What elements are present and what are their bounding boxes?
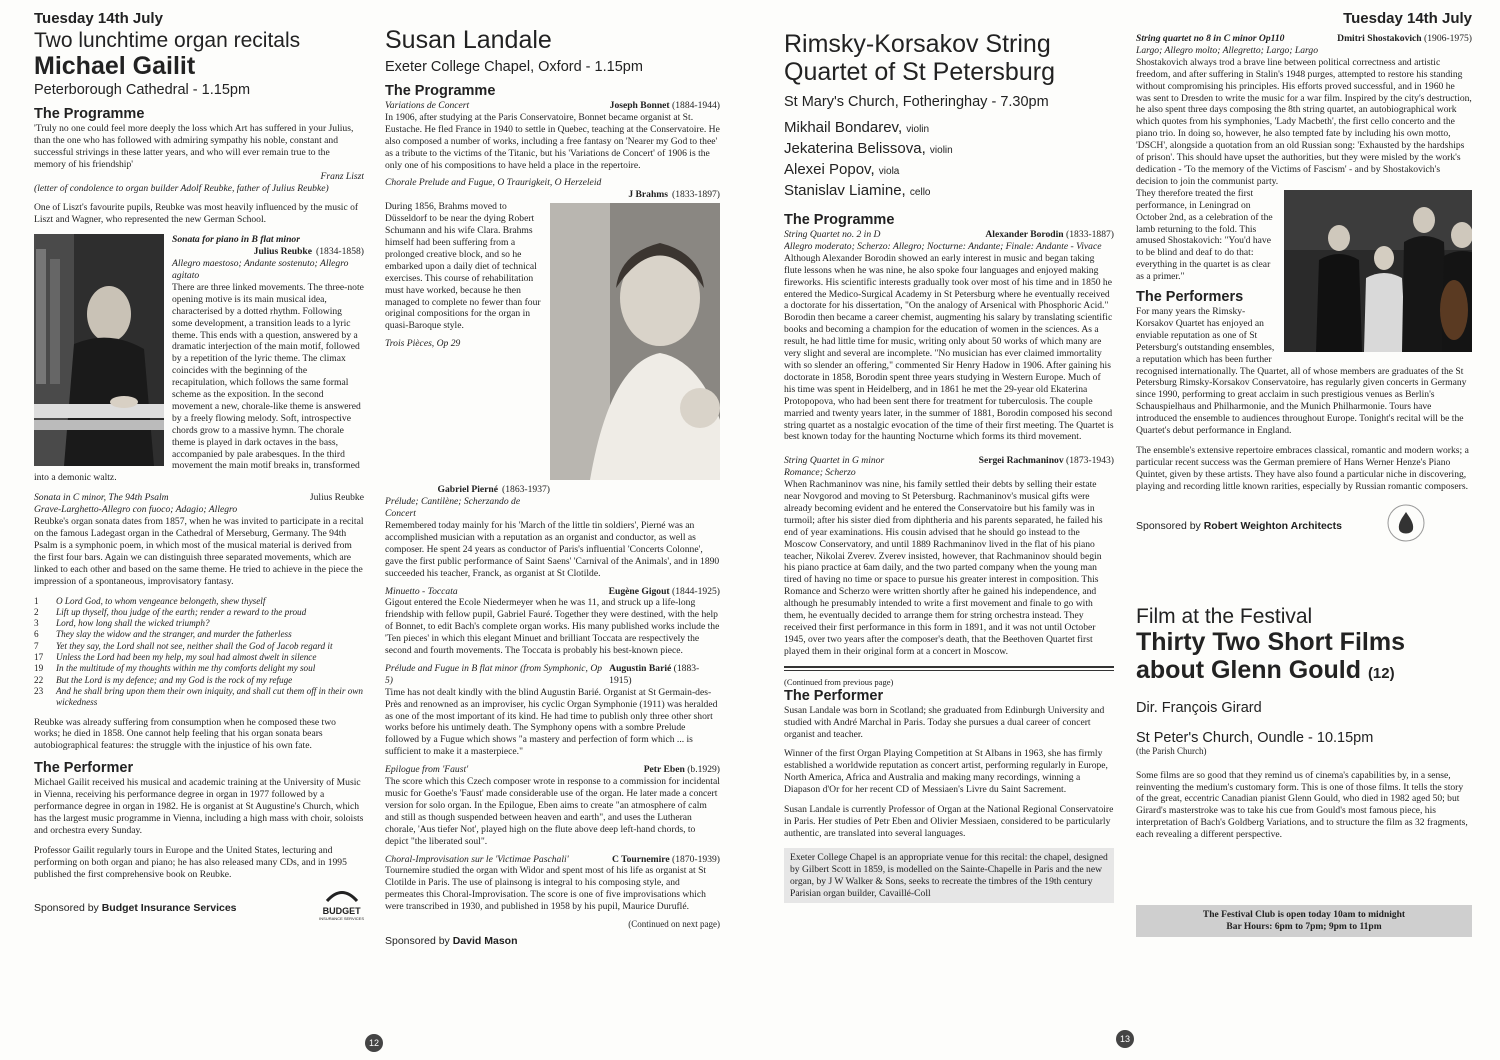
- chapel-note: Exeter College Chapel is an appropriate venue for this recital: the chapel, designed by Gilbert Scott in 1859, is modelled on the Sainte-Chapelle in Paris and the new organ, by J W Walker & Sons, seeks to recreate the timbres of the 19th century Parisian organ builder, Cavaillé-Coll: [784, 848, 1114, 904]
- item-text: Remembered today mainly for his 'March of the little tin soldiers', Pierné was an accomplished musician with a reputation as an organist and conductor, as well as composer. He spent 24 years as conductor of Paris's influential 'Concerts Colonne', gave the first public performance of Saint Saens' 'Carnival of the Animals', and in 1890 succeeded his teacher, Franck, as organist at St Clotilde.: [385, 519, 720, 579]
- shostakovich-title: String quartet no 8 in C minor Op110: [1136, 33, 1285, 44]
- performers-heading: The Performers: [1136, 289, 1244, 306]
- quartet-image: [1284, 190, 1472, 352]
- film-director: Dir. François Girard: [1136, 699, 1262, 716]
- programme-item: [385, 586, 720, 657]
- performers-bio-2: The ensemble's extensive repertoire embraces classical, romantic and modern works; a particular recent success was the German premiere of Hans Werner Henze's Piano Quintet, given by these artists. They have also found a particular niche in discovering, playing and recording little known rarities, especially by Russian romantic composers.: [1136, 445, 1469, 492]
- rach-heading: [784, 455, 1114, 467]
- landale-programme-heading: The Programme: [385, 83, 496, 99]
- programme-item: [385, 854, 720, 914]
- landale-bio-1: Susan Landale was born in Scotland; she graduated from Edinburgh University and studied with André Marchal in Paris. Today she pursues a dual career of concert organist and teacher.: [784, 704, 1105, 740]
- budget-logo-icon: [325, 888, 359, 902]
- quartet-member: [784, 181, 1114, 202]
- item-dates: (1844-1925): [672, 585, 720, 597]
- item-composer-line: [385, 484, 550, 496]
- landale-sponsor-prefix: Sponsored by: [385, 935, 450, 948]
- weighton-sponsor-prefix: Sponsored by: [1136, 519, 1201, 532]
- verse-number: 17: [34, 652, 44, 663]
- performer-bio-2: Professor Gailit regularly tours in Europe and the United States, lecturing and performing on both organ and piano; he has also released many CDs, and in 1995 published the first comprehensive book on Reubke.: [34, 844, 347, 880]
- performer-name: Michael Gailit: [34, 52, 196, 80]
- item-composer-line: [609, 586, 720, 598]
- shostakovich-composer-line: [1337, 33, 1472, 45]
- item-dates: (1833-1897): [672, 189, 720, 201]
- landale-column: [385, 8, 720, 1052]
- verse-number: 3: [34, 618, 39, 629]
- sonata-composer-line: [172, 246, 364, 258]
- budget-logo-text: BUDGET: [322, 906, 361, 917]
- sponsor-text: [34, 902, 237, 914]
- item-title-line: [385, 586, 720, 598]
- venue: Peterborough Cathedral - 1.15pm: [34, 82, 251, 98]
- date-heading-right: Tuesday 14th July: [1343, 10, 1472, 27]
- sonata-composer: Julius Reubke: [253, 246, 313, 258]
- member-instrument: viola: [878, 166, 900, 177]
- item-title-line: [385, 338, 544, 350]
- quartet-venue: St Mary's Church, Fotheringhay - 7.30pm: [784, 94, 1049, 110]
- item-composer: C Tournemire: [611, 853, 670, 865]
- landale-programme-list: [385, 100, 720, 913]
- item-text: During 1856, Brahms moved to Düsseldorf to be near the dying Robert Schumann and his wife Clara. Brahms himself had been suffering from a prolonged creative block, and so he embarked upon a daily diet of technical exercises. This course of rehabilitation must have worked, because he then managed to complete no fewer than four original compositions for the organ in quasi-Baroque style.: [385, 201, 541, 332]
- gailit-column: [34, 8, 364, 1052]
- bar-hours: Bar Hours: 6pm to 7pm; 9pm to 11pm: [1226, 922, 1382, 933]
- shostakovich-tempi: Largo; Allegro molto; Allegretto; Largo; Largo: [1136, 44, 1319, 56]
- landale-portrait: [550, 203, 720, 480]
- member-name: Stanislav Liamine,: [784, 182, 906, 199]
- performers-bio-1: For many years the Rimsky-Korsakov Quartet has enjoyed an enviable reputation as one of St Petersburg's outstanding ensembles, a reputation which has been further recognised internationally. The Quartet, all of whose members are graduates of the St Petersburg Rimsky-Korsakov Conservatoire, has regularly given concerts in Germany since 1990, performing to great acclaim in such prestigious venues as Berlin's Schauspielhaus and Philharmonie, and the Munich Philharmonie. Tours have introduced the ensemble to audiences throughout Europe. Tonight's recital will be the Quartet's debut performance in England.: [1136, 306, 1467, 437]
- item-composer: J Brahms: [628, 189, 669, 201]
- film-venue: St Peter's Church, Oundle - 10.15pm: [1136, 729, 1374, 746]
- rach-title: String Quartet in G minor: [784, 455, 885, 467]
- weighton-sponsor: [1136, 520, 1342, 532]
- reubke-end: Reubke was already suffering from consumption when he composed these two works; he died in 1858. One cannot help feeling that his organ sonata bears autobiographical features: the struggle with the injustice of his own fate.: [34, 716, 336, 752]
- rimsky-column: [784, 8, 1114, 1052]
- sponsor-line: [34, 888, 364, 921]
- performer-heading: The Performer: [34, 760, 134, 777]
- item-title: Epilogue from 'Faust': [385, 764, 469, 776]
- shostakovich-heading: [1136, 33, 1472, 45]
- item-composer-line: [612, 854, 720, 866]
- item-text: Tournemire studied the organ with Widor and spent most of his life as organist at St Clotilde in Paris. The use of plainsong is integral to his composing style, and permeates this Choral-Improvisation. The score is one of five improvisations which were transcribed in 1930, and published in 1958 by his pupil, Maurice Duruflé.: [385, 865, 707, 913]
- quartet-photo: [1284, 190, 1472, 352]
- verse-number: 1: [34, 595, 39, 606]
- landale-bio-2: Winner of the first Organ Playing Competition at St Albans in 1963, she has firmly established a worldwide reputation as concert artist, performing regularly in Europe, North America, Africa and Australia and making many recordings, winning a Diapason d'Or for her recent CD of Messiaen's Livre du Saint Sacrement.: [784, 748, 1108, 796]
- pear-logo-icon: [1386, 503, 1426, 543]
- psalm-verse: [34, 629, 364, 640]
- verse-text: Lift up thyself, thou judge of the earth; render a reward to the proud: [56, 606, 307, 617]
- rimsky-programme-heading: The Programme: [784, 212, 895, 228]
- member-instrument: violin: [906, 124, 930, 135]
- page-13: [750, 0, 1500, 1060]
- rach-text: When Rachmaninov was nine, his family settled their debts by selling their estate near Novgorod and moving to St Petersburg. Rachmaninov's musical gifts were already becoming evident and he entered the Conservatoire but his family was in turmoil; after his sister died from diphtheria and his parents separated, he failed his end of year examinations. His cousin advised that he should go instead to the Moscow Conservatory, and until 1889 Rachmaninov lived in the flat of his piano teacher, Nikolai Zverev. Zverev insisted, however, that Rachmaninov should begin his piano practice at 6am daily, and the two parted company when the young man tired of having no time or space to pursue his greater interest in composition. This Romance and Scherzo were written shortly after he gained his independence, and although he presumably intended to write a first movement and finale to go with them, he eventually decided to arrange them for string orchestra instead. They received their first performance in this form in 1891, and it was not until October 1945, over two years after the composer's death, that the Beethoven Quartet first played them in their original form at a concert in Moscow.: [784, 479, 1103, 657]
- item-title-line: [385, 854, 720, 866]
- borodin-tempi: Allegro moderato; Scherzo: Allegro; Nocturne: Andante; Finale: Andante - Vivace: [784, 240, 1102, 252]
- sonata-block: [34, 234, 364, 484]
- event-title: Two lunchtime organ recitals: [34, 29, 301, 52]
- rach-composer: Sergei Rachmaninov: [978, 455, 1064, 467]
- film-venue-note: (the Parish Church): [1136, 745, 1207, 756]
- verse-text: In the multitude of my thoughts within me thy comforts delight my soul: [56, 663, 316, 674]
- organist-photo: [34, 234, 164, 466]
- liszt-quote: 'Truly no one could feel more deeply the loss which Art has suffered in your Julius, than the one who has followed with admiring sympathy his noble, constant and successful strivings in these latter years, and who will ever remain true to the memory of his friendship': [34, 123, 354, 170]
- page-number: 12: [365, 1034, 383, 1052]
- quartet-member: [784, 160, 1114, 181]
- verse-number: 2: [34, 606, 39, 617]
- programme-item: [385, 100, 720, 171]
- borodin-text: Although Alexander Borodin showed an early interest in music and began taking flute lessons when he was nine, he also spoke four languages and enjoyed making fireworks. His scientific interests gradually took over most of his time and in 1850 he entered the Medico-Surgical Academy in St Petersburg where he eventually received a doctorate for his dissertation, "On the analogy of Arsenical with Phosphoric Acid." Borodin then became a career chemist, augmenting his salary by translating scientific books and becoming a champion for the education of women in the sciences. As a result, he had little time for music, writing only about 50 works of which many are very slight and several are incomplete. "No musician has ever claimed immortality with so slender an offering," commented Sir Henry Hadow in 1906. After gaining his doctorate in 1858, Borodin spent three years studying in Western Europe. Much of his time was spent in Heidelberg, and in 1861 he met the 29-year old Ekaterina Protopopova, who had been sent there for treatment for tuberculosis. The couple married and twenty years later, in the summer of 1881, Borodin composed his second string quartet as a nostalgic evocation of the time of their first meeting. The Quartet is best known today for the haunting Nocturne which forms its third movement.: [784, 252, 1114, 443]
- item-composer-line: [610, 100, 720, 112]
- verse-text: O Lord God, to whom vengeance belongeth, shew thyself: [56, 595, 266, 606]
- quartet-member: [784, 118, 1114, 139]
- psalm-verse: [34, 663, 364, 674]
- quote-author: Franz Liszt: [320, 170, 364, 182]
- verse-number: 19: [34, 663, 44, 674]
- member-instrument: violin: [929, 145, 953, 156]
- budget-logo: [319, 888, 364, 921]
- section-divider: [784, 666, 1114, 671]
- item-title: Variations de Concert: [385, 100, 470, 111]
- programme-item: [385, 177, 720, 332]
- item-title-line: [385, 663, 720, 687]
- shostakovich-composer: Dmitri Shostakovich: [1337, 33, 1422, 44]
- verse-text: Yet they say, the Lord shall not see, neither shall the God of Jacob regard it: [56, 640, 333, 651]
- psalm-verse: [34, 596, 364, 607]
- shostakovich-dates: (1906-1975): [1424, 33, 1472, 44]
- psalm-verse: [34, 652, 364, 663]
- sonata-dates: (1834-1858): [316, 246, 364, 258]
- sonata-title: Sonata for piano in B flat minor: [172, 234, 300, 246]
- film-text: Some films are so good that they remind us of cinema's capabilities by, in a sense, reinventing the medium's customary form. This is one of those films. It tells the story of the great, eccentric Canadian pianist Glenn Gould, who died in 1982 aged 50; but Girard's masterstroke was to take his cue from Gould's most famous piece, his interpretation of Bach's Goldberg Variations, and to structure the film as 32 fragments, each revealing a different perspective.: [1136, 769, 1468, 841]
- weighton-sponsor-line: [1136, 503, 1472, 543]
- item-composer: Joseph Bonnet: [609, 100, 670, 111]
- programme-heading: The Programme: [34, 106, 145, 122]
- verse-number: 7: [34, 640, 39, 651]
- item-text: In 1906, after studying at the Paris Conservatoire, Bonnet became organist at St. Eustache. He fled France in 1940 to settle in Quebec, teaching at the Conservatoire. He also composed a number of works, including a free fantasy on 'Nearer my God to thee' as a tribute to the victims of the Titanic, but his 'Variations de Concert' of 1906 is the only one of his compositions to have held a place in the repertoire.: [385, 111, 720, 171]
- verse-text: They slay the widow and the stranger, and murder the fatherless: [56, 629, 292, 640]
- landale-performer-heading: The Performer: [784, 687, 884, 704]
- item-composer-line: [609, 663, 720, 687]
- borodin-heading: [784, 229, 1114, 241]
- continued-from: (Continued from previous page): [784, 676, 894, 687]
- programme-item: [385, 663, 720, 758]
- borodin-dates: (1833-1887): [1066, 229, 1114, 240]
- member-name: Jekaterina Belissova,: [784, 140, 926, 157]
- quartet-title: Rimsky-Korsakov String Quartet of St Petersburg: [784, 30, 1055, 86]
- item-title-line: [385, 100, 720, 112]
- member-name: Alexei Popov,: [784, 161, 875, 178]
- psalm-verse: [34, 675, 364, 686]
- reubke-intro: One of Liszt's favourite pupils, Reubke was most heavily influenced by the music of Liszt and Wagner, who represented the new German School.: [34, 202, 359, 226]
- club-hours: The Festival Club is open today 10am to midnight: [1202, 910, 1406, 921]
- verse-number: 23: [34, 685, 44, 696]
- verse-text: And he shall bring upon them their own iniquity, and shall cut them off in their own wickedness: [56, 685, 364, 708]
- item-composer: Gabriel Pierné: [437, 484, 499, 496]
- item-text: Gigout entered the Ecole Niedermeyer when he was 11, and struck up a life-long friendship with fellow pupil, Gabriel Fauré. Together they were destined, with the help of Bonnet, to edit Bach's complete organ works. His many published works include the 'Ten pieces' in which this elegant Minuet and brilliant Toccata are respectively the second and fourth movements. The Toccata is probably his best-known piece.: [385, 597, 720, 657]
- budget-logo-sub: INSURANCE SERVICES: [319, 916, 364, 922]
- film-title: Thirty Two Short Films about Glenn Gould: [1136, 627, 1405, 684]
- item-text: Time has not dealt kindly with the blind Augustin Barié. Organist at St Germain-des-Près and renowned as an improviser, his cyclic Organ Symphonie (1911) was heralded as one of the most important of its kind. He had time to publish only three other short works before his untimely death. The Symphony opens with a sombre Prelude followed by a Fugue which shows "a mastery and perfection of form which ... is sufficient to make it a masterpiece.": [385, 686, 718, 758]
- item-composer-line: [385, 189, 720, 201]
- psalm-verse: [34, 686, 364, 709]
- item-title: Chorale Prelude and Fugue, O Traurigkeit, O Herzeleid: [385, 177, 602, 189]
- psalm-heading: [34, 492, 364, 504]
- film-cert: (12): [1367, 664, 1395, 682]
- verse-number: 6: [34, 629, 39, 640]
- sonata-text: There are three linked movements. The three-note opening motive is its main musical idea, characterised by a dotted rhythm. Following some development, a transition leads to a lyric theme. This ends with a question, answered by a dramatic interjection of the main motif, followed by a repetition of the lyric theme. The climax coincides with the beginning of the recapitulation, which follows the same formal scheme as the exposition. In the second movement a new, chorale-like theme is answered by a freely flowing melody. Soft, introspective chords grow to a massive hymn. The chorale theme is played in dark octaves in the bass, accompanied by pale arabesques. In the third movement the main motif breaks in, transformed into a demonic waltz.: [34, 281, 364, 484]
- quartet-members: [784, 118, 1114, 202]
- rach-tempi: Romance; Scherzo: [784, 467, 856, 479]
- member-name: Mikhail Bondarev,: [784, 119, 903, 136]
- organist-image: [34, 234, 164, 466]
- item-dates: (1883-1915): [609, 662, 700, 686]
- quote-note: (letter of condolence to organ builder Adolf Reubke, father of Julius Reubke): [34, 182, 329, 194]
- psalm-verse: [34, 641, 364, 652]
- item-movements: Prélude; Cantilène; Scherzando de Concert: [385, 496, 521, 520]
- film-title-block: [1136, 628, 1436, 688]
- page-number-right: 13: [1116, 1030, 1134, 1048]
- item-title: Trois Pièces, Op 29: [385, 338, 461, 350]
- psalm-tempi: Grave-Larghetto-Allegro con fuoco; Adagio; Allegro: [34, 504, 238, 516]
- psalm-verse-list: [34, 596, 364, 709]
- item-composer-line: [644, 764, 720, 776]
- programme-item: [385, 764, 720, 847]
- landale-venue: Exeter College Chapel, Oxford - 1.15pm: [385, 59, 643, 75]
- date-heading: Tuesday 14th July: [34, 10, 163, 27]
- item-dates: (1863-1937): [502, 484, 550, 496]
- psalm-composer: Julius Reubke: [309, 492, 364, 504]
- verse-text: But the Lord is my defence; and my God is the rock of my refuge: [56, 674, 293, 685]
- borodin-composer: Alexander Borodin: [985, 229, 1064, 240]
- item-dates: (1870-1939): [672, 853, 720, 865]
- sponsor-name: Budget Insurance Services: [101, 901, 237, 914]
- verse-text: Unless the Lord had been my help, my soul had almost dwelt in silence: [56, 652, 317, 663]
- quartet-member: [784, 139, 1114, 160]
- verse-number: 22: [34, 674, 44, 685]
- quartet-photo-block: [1136, 188, 1472, 437]
- item-title: Prélude and Fugue in B flat minor (from Symphonic, Op 5): [385, 662, 603, 686]
- festival-club-box: [1136, 905, 1472, 937]
- psalm-verse: [34, 618, 364, 629]
- item-dates: (1884-1944): [672, 100, 720, 111]
- item-title-line: [385, 177, 720, 189]
- item-title-line: [385, 764, 720, 776]
- member-instrument: cello: [909, 187, 931, 198]
- weighton-sponsor-name: Robert Weighton Architects: [1203, 519, 1342, 532]
- landale-photo: [550, 203, 720, 480]
- sponsor-prefix: Sponsored by: [34, 901, 99, 914]
- film-heading: Film at the Festival: [1136, 604, 1313, 628]
- item-title: Choral-Improvisation sur le 'Victimae Paschali': [385, 853, 569, 865]
- item-dates: (b.1929): [687, 764, 720, 776]
- item-composer: Petr Eben: [643, 764, 685, 776]
- psalm-text: Reubke's organ sonata dates from 1857, when he was invited to participate in a recital on the famous Ladegast organ in the Cathedral of Merseburg, Germany. The 94th Psalm is a symphonic poem, in which most of the musical material is derived from the first four bars. Again we can distinguish three separated movements, which are linked to each other and based on the same theme. He tried to achieve in the piece the impression of a spontaneous, improvisatory fantasy.: [34, 516, 364, 587]
- psalm-verse: [34, 607, 364, 618]
- item-title: Minuetto - Toccata: [385, 585, 458, 597]
- landale-sponsor-name: David Mason: [452, 935, 518, 948]
- sonata-tempi: Allegro maestoso; Andante sostenuto; Allegro agitato: [172, 258, 349, 281]
- shostakovich-text: Shostakovich always trod a brave line between political correctness and artistic freedom, and after suffering in Stalin's 1948 purges, attempted to restore his standing without compromising his principles. His efforts proved successful, and in 1960 he was sent to Dresden to write the music for a war film. Inspired by the city's destruction, he also spent three days composing the 8th string quartet, an autobiographical work which quotes from his symphonies, 'Lady Macbeth', the first cello concerto and the piano trio. In doing so, however, he also tempted fate by including his own motto, 'DSCH', alongside a quotation from an old Russian song: 'Exhausted by the hardships of prison'. This should have upset the authorities, but they were misled by the work's dedication - 'To the memory of the Victims of Fascism' - and by Shostakovich's decision to join the communist party.: [1136, 56, 1472, 187]
- landale-bio-3: Susan Landale is currently Professor of Organ at the National Regional Conservatoire in Paris. Her studies of Petr Eben and Olivier Messiaen, considered to be particularly authentic, are translated into several languages.: [784, 804, 1114, 839]
- landale-sponsor: [385, 935, 720, 947]
- rach-dates: (1873-1943): [1066, 455, 1114, 467]
- continued-note: (Continued on next page): [628, 919, 720, 930]
- item-text: The score which this Czech composer wrote in response to a commission for incidental music for Goethe's 'Faust' made considerable use of the organ. He later made a concert version for solo organ. In the Epilogue, Eben aims to create "an atmosphere of calm and still as though suspended between heaven and earth", and uses the Lutheran chorale, 'Aus tiefer Not', played high on the flute above deep left-hand chords, to depict "the liberated soul".: [385, 776, 720, 847]
- borodin-title: String Quartet no. 2 in D: [784, 229, 881, 240]
- psalm-title: Sonata in C minor, The 94th Psalm: [34, 492, 169, 504]
- item-composer: Eugène Gigout: [608, 585, 670, 597]
- shostakovich-text-2: They therefore treated the first performance, in Leningrad on October 2nd, as a celebration of the lamb returning to the fold. This amused Shostakovich: "You'd have to be blind and deaf to do that: everything in the quartet is as clear as a primer.": [1136, 187, 1273, 283]
- landale-name: Susan Landale: [385, 26, 552, 54]
- verse-text: Lord, how long shall the wicked triumph?: [56, 618, 210, 629]
- shostakovich-column: [1136, 8, 1472, 1052]
- item-composer: Augustin Barié: [609, 662, 672, 674]
- borodin-composer-line: [985, 229, 1114, 241]
- performer-bio-1: Michael Gailit received his musical and academic training at the University of Music in Vienna, receiving his performance degree in organ in 1977 followed by a performance degree in organ in 1982. He is organist at St Augustine's Church, which has the largest music programme in Vienna, including a high mass with choir, soloists and orchestra every Sunday.: [34, 777, 364, 836]
- rach-composer-line: [979, 455, 1114, 467]
